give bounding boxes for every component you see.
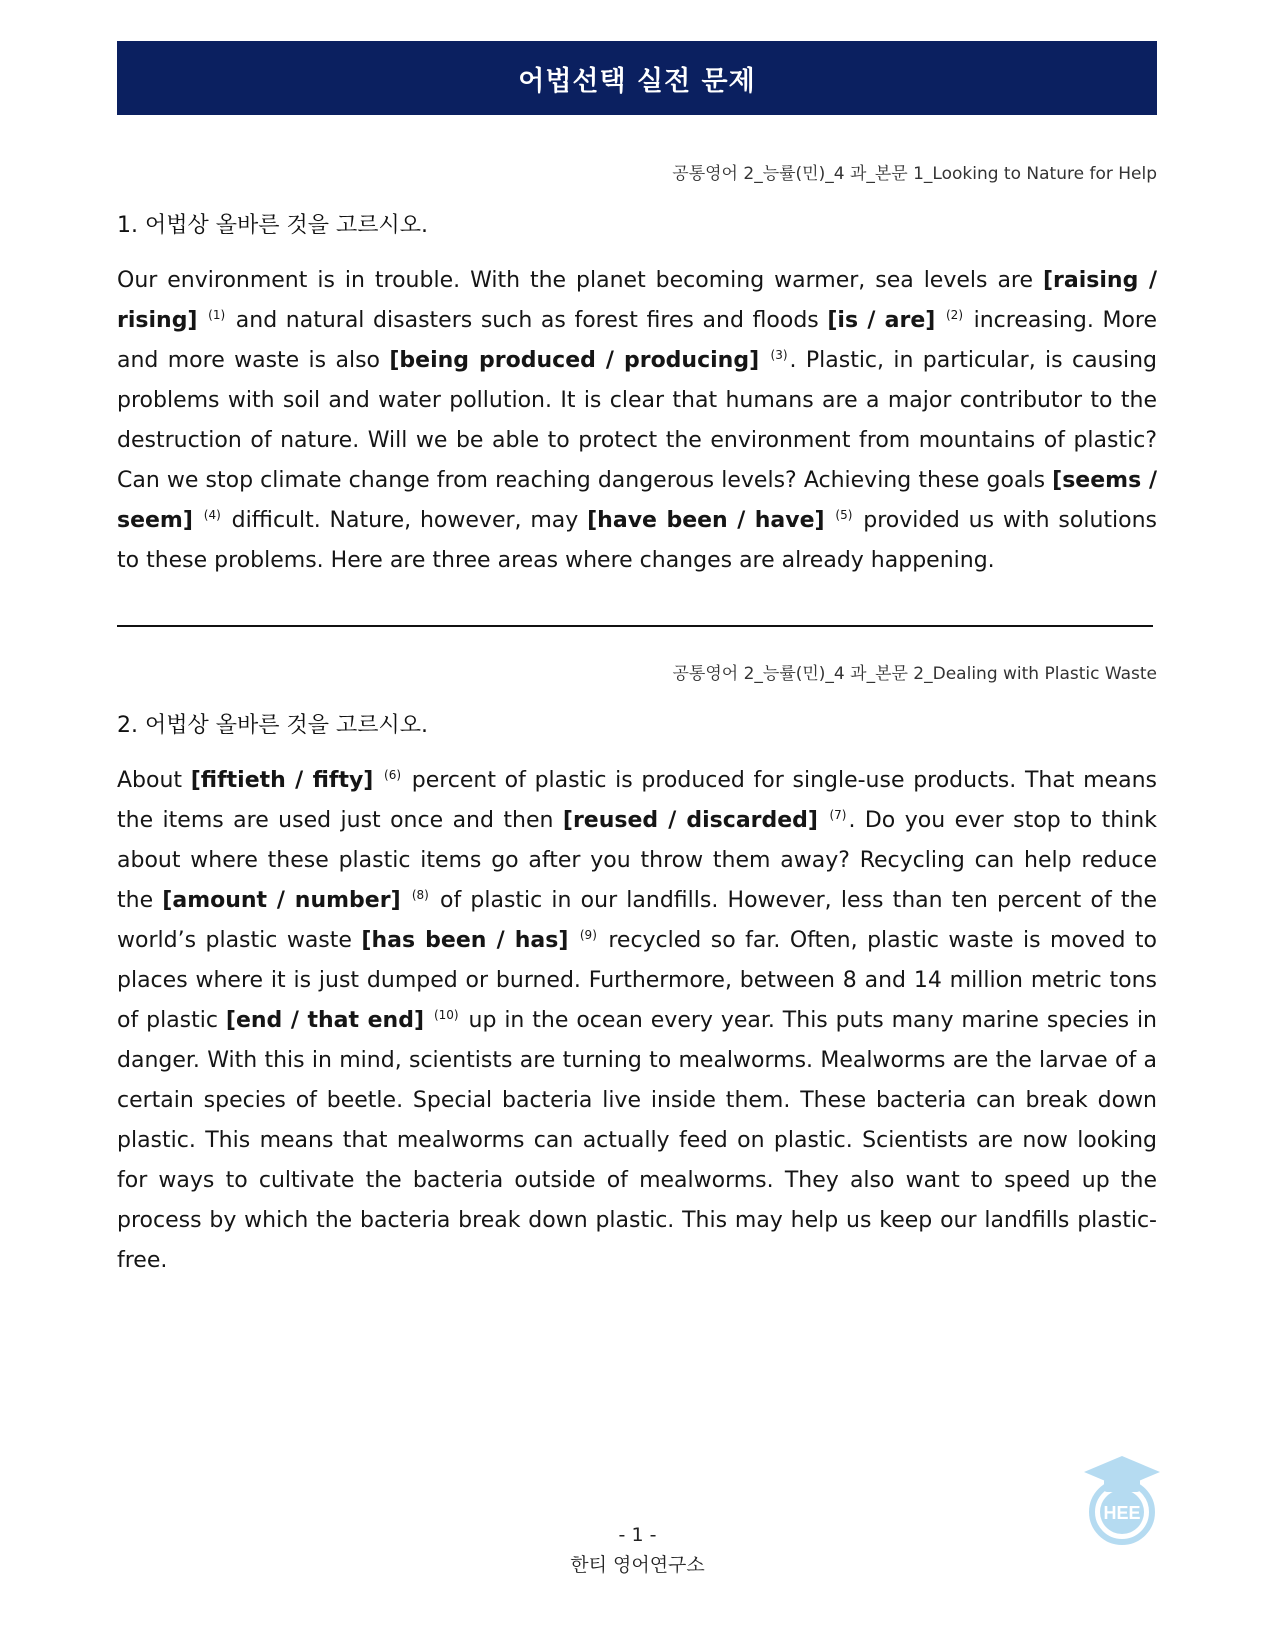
- passage-text: increasing. More and more waste is also: [117, 308, 1157, 373]
- marker-9: (9): [579, 928, 597, 942]
- passage-1: [117, 261, 1157, 581]
- choice-9: [has been / has]: [361, 928, 569, 953]
- passage-text: percent of plastic is produced for single-use products. That means the items are used just once and then: [117, 768, 1157, 833]
- choice-7: [reused / discarded]: [562, 808, 818, 833]
- passage-text: difficult. Nature, however, may: [222, 508, 588, 533]
- source-label-2: 공통영어 2_능률(민)_4 과_본문 2_Dealing with Plastic Waste: [672, 664, 1157, 684]
- passage-text: About: [117, 768, 191, 793]
- title-banner: [117, 41, 1157, 115]
- choice-6: [fiftieth / fifty]: [190, 768, 374, 793]
- marker-4: (4): [203, 508, 221, 522]
- choice-1: [raising / rising]: [117, 268, 1158, 333]
- choice-3: [being produced / producing]: [389, 348, 760, 373]
- passage-text: . Plastic, in particular, is causing problems with soil and water pollution. It is clear that humans are a major contributor to the destruction of nature. Will we be able to protect the environment from mountains of plastic? Can we stop climate change from reaching dangerous levels? Achieving these goals: [117, 348, 1157, 493]
- footer: [0, 1520, 1275, 1580]
- page-number: - 1 -: [618, 1524, 657, 1546]
- choice-8: [amount / number]: [162, 888, 401, 913]
- marker-3: (3): [770, 348, 788, 362]
- document-page: [117, 41, 1157, 1281]
- passage-text: Our environment is in trouble. With the planet becoming warmer, sea levels are: [117, 268, 1043, 293]
- passage-2: [117, 761, 1157, 1281]
- question-2: 2. 어법상 올바른 것을 고르시오.: [117, 713, 428, 738]
- marker-1: (1): [208, 308, 226, 322]
- section-divider: [117, 625, 1153, 627]
- passage-text: of plastic in our landfills. However, less than ten percent of the world’s plastic waste: [117, 888, 1157, 953]
- question-1: 1. 어법상 올바른 것을 고르시오.: [117, 213, 428, 238]
- passage-text: recycled so far. Often, plastic waste is moved to places where it is just dumped or burned. Furthermore, between 8 and 14 million metric tons of plastic: [117, 928, 1157, 1033]
- choice-2: [is / are]: [827, 308, 936, 333]
- passage-text: . Do you ever stop to think about where these plastic items go after you throw them away? Recycling can help reduce the: [117, 808, 1157, 913]
- logo-text: HEE: [1103, 1503, 1141, 1523]
- source-label-1: 공통영어 2_능률(민)_4 과_본문 1_Looking to Nature for Help: [672, 164, 1157, 184]
- marker-10: (10): [433, 1008, 459, 1022]
- graduation-cap-icon: [1084, 1456, 1160, 1492]
- page-title: 어법선택 실전 문제: [518, 65, 756, 97]
- passage-text: and natural disasters such as forest fires and floods: [227, 308, 828, 333]
- marker-5: (5): [835, 508, 853, 522]
- marker-7: (7): [829, 808, 847, 822]
- footer-org: 한티 영어연구소: [570, 1554, 705, 1576]
- marker-8: (8): [411, 888, 429, 902]
- marker-2: (2): [946, 308, 963, 322]
- passage-text: provided us with solutions to these problems. Here are three areas where changes are already happening.: [117, 508, 1158, 573]
- choice-4: [seems / seem]: [117, 468, 1157, 533]
- choice-5: [have been / have]: [587, 508, 825, 533]
- choice-10: [end / that end]: [225, 1008, 425, 1033]
- marker-6: (6): [384, 768, 402, 782]
- passage-text: up in the ocean every year. This puts many marine species in danger. With this in mind, scientists are turning to mealworms. Mealworms are the larvae of a certain species of beetle. Special bacteria live inside them. These bacteria can break down plastic. This means that mealworms can actually feed on plastic. Scientists are now looking for ways to cultivate the bacteria outside of mealworms. They also want to speed up the process by which the bacteria break down plastic. This may help us keep our landfills plastic-free.: [117, 1008, 1158, 1273]
